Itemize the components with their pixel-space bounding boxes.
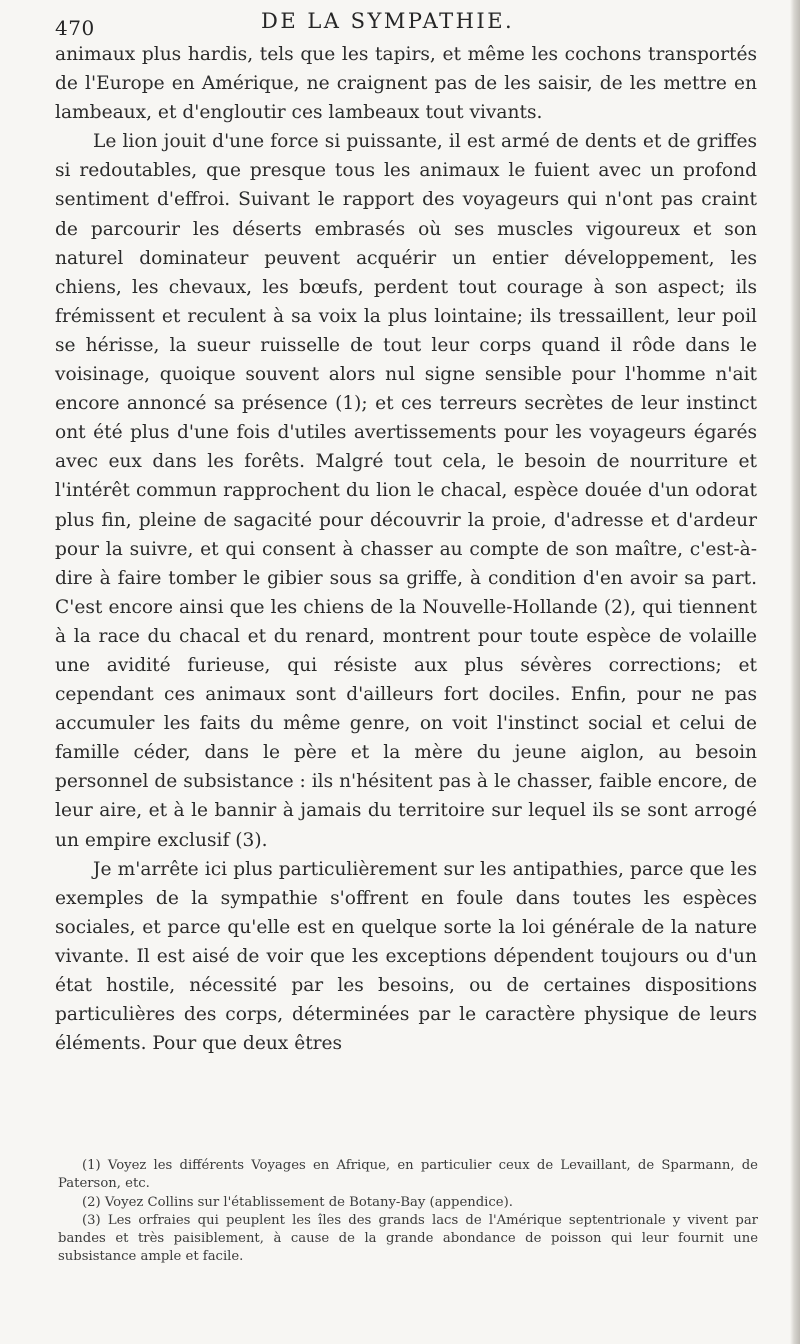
page-number: 470 <box>55 16 95 40</box>
paragraph-antipathies: Je m'arrête ici plus particulièrement sur les antipathies, parce que les exemples de la sympathie s'offrent en foule dans toutes les espèces sociales, et parce qu'elle est en quelque sorte la loi générale de la nature vivante. Il est aisé de voir que les exceptions dépendent toujours ou d'un état hostile, nécessité par les besoins, ou de certaines dispositions particulières des corps, déterminées par le caractère physique de leurs éléments. Pour que deux êtres <box>55 858 757 1055</box>
footnotes <box>58 1157 758 1267</box>
main-text <box>55 40 757 1058</box>
paragraph-continuation: animaux plus hardis, tels que les tapirs, et même les cochons transportés de l'Europe en Amérique, ne craignent pas de les saisir, de les mettre en lambeaux, et d'engloutir ces lambeaux tout vivants. <box>55 44 757 124</box>
running-title: DE LA SYMPATHIE. <box>261 9 515 33</box>
footnote-1: (1) Voyez les différents Voyages en Afrique, en particulier ceux de Levaillant, de Sparmann, de Paterson, etc. <box>58 1158 758 1192</box>
paragraph-lion: Le lion jouit d'une force si puissante, il est armé de dents et de griffes si redoutables, que presque tous les animaux le fuient avec un profond sentiment d'effroi. Suivant le rapport des voyageurs qui n'ont pas craint de parcourir les déserts embrasés où ses muscles vigoureux et son naturel dominateur peuvent acquérir un entier développement, les chiens, les chevaux, les bœufs, perdent tout courage à son aspect; ils frémissent et reculent à sa voix la plus lointaine; ils tressaillent, leur poil se hérisse, la sueur ruisselle de tout leur corps quand il rôde dans le voisinage, quoique souvent alors nul signe sensible pour l'homme n'ait encore annoncé sa présence (1); et ces terreurs secrètes de leur instinct ont été plus d'une fois d'utiles avertissements pour les voyageurs égarés avec eux dans les forêts. Malgré tout cela, le besoin de nourriture et l'intérêt commun rapprochent du lion le chacal, espèce douée d'un odorat plus fin, pleine de sagacité pour découvrir la proie, d'adresse et d'ardeur pour la suivre, et qui consent à chasser au compte de son maître, c'est-à-dire à faire tomber le gibier sous sa griffe, à condition d'en avoir sa part. C'est encore ainsi que les chiens de la Nouvelle-Hollande (2), qui tiennent à la race du chacal et du renard, montrent pour toute espèce de volaille une avidité furieuse, qui résiste aux plus sévères corrections; et cependant ces animaux sont d'ailleurs fort dociles. Enfin, pour ne pas accumuler les faits du même genre, on voit l'instinct social et celui de famille céder, dans le père et la mère du jeune aiglon, au besoin personnel de subsistance : ils n'hésitent pas à le chasser, faible encore, de leur aire, et à le bannir à jamais du territoire sur lequel ils se sont arrogé un empire exclusif (3). <box>55 131 757 851</box>
page-header <box>55 6 755 40</box>
footnote-3: (3) Les orfraies qui peuplent les îles des grands lacs de l'Amérique septentrionale y vivent par bandes et très paisiblement, à cause de la grande abondance de poisson qui leur fournit une subsistance ample et facile. <box>58 1212 758 1265</box>
footnote-2: (2) Voyez Collins sur l'établissement de Botany-Bay (appendice). <box>82 1194 513 1210</box>
page-edge-shadow <box>790 0 800 1344</box>
